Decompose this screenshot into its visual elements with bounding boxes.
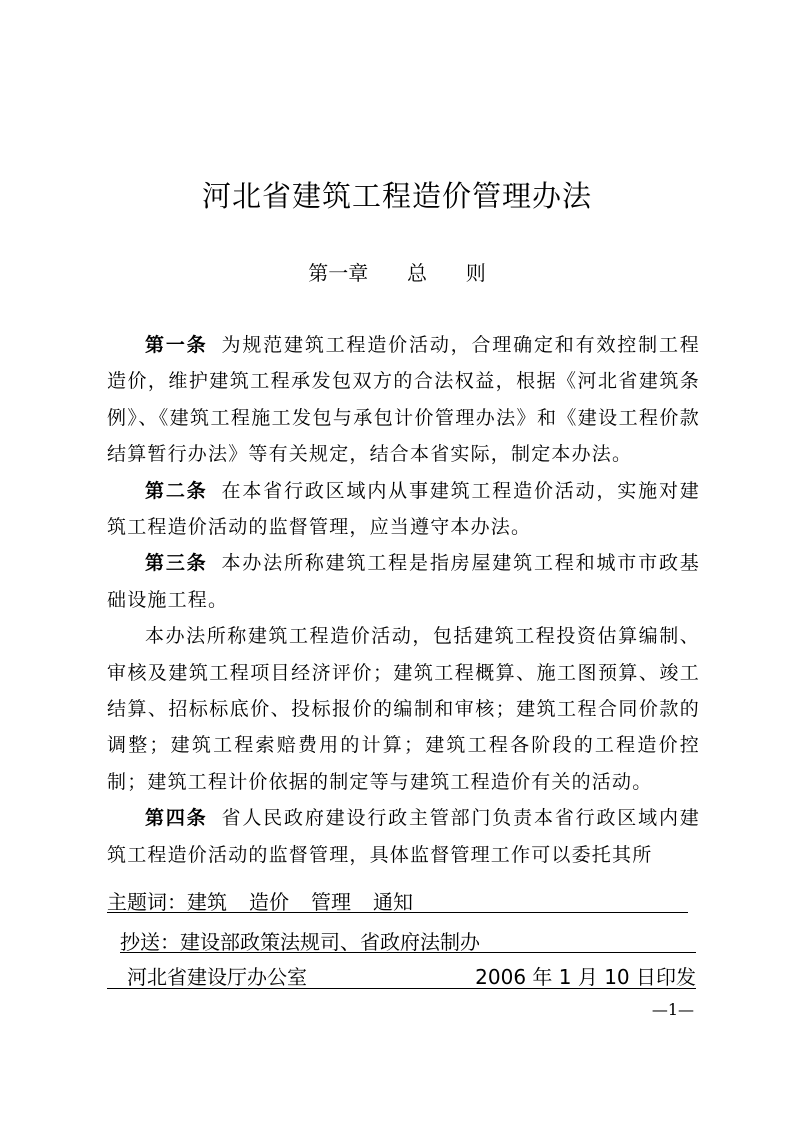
chapter-name-part1: 总 [407,261,427,285]
article-3 [107,545,700,618]
cc-line [120,926,696,953]
chapter-name-part2: 则 [465,261,486,285]
issue-date: 2006 年 1 月 10 日印发 [475,965,696,989]
keywords-label: 主题词： [107,890,187,914]
article-text: 在本省行政区域内从事建筑工程造价活动，实施对建筑工程造价活动的监督管理，应当遵守本办法。 [107,479,700,539]
keyword: 造价 [249,890,289,914]
article-label: 第二条 [145,479,208,502]
keyword: 建筑 [187,890,227,914]
article-3-paragraph-2 [107,618,700,800]
page-number: —1— [651,1000,694,1019]
cc-value: 建设部政策法规司、省政府法制办 [180,930,480,954]
article-text: 省人民政府建设行政主管部门负责本省行政区域内建筑工程造价活动的监督管理，具体监督管理工作可以委托其所 [107,807,700,866]
article-1 [107,327,700,473]
article-label: 第四条 [145,807,208,830]
article-label: 第三条 [145,552,208,575]
keywords-line [107,886,688,913]
cc-label: 抄送： [120,930,180,954]
article-text: 本办法所称建筑工程是指房屋建筑工程和城市市政基础设施工程。 [107,552,700,611]
keyword: 通知 [373,890,413,914]
document-title: 河北省建筑工程造价管理办法 [201,179,592,213]
article-text: 为规范建筑工程造价活动，合理确定和有效控制工程造价，维护建筑工程承发包双方的合法权益，根据《河北省建筑条例》、《建筑工程施工发包与承包计价管理办法》和《建设工程价款结算暂行办法》等有关规定，结合本省实际，制定本办法。 [107,334,700,466]
article-label: 第一条 [145,334,208,356]
issuer-line [107,961,696,989]
article-2 [107,473,700,546]
keyword: 管理 [311,890,351,914]
chapter-label: 第一章 [308,261,369,285]
article-text: 本办法所称建筑工程造价活动，包括建筑工程投资估算编制、审核及建筑工程项目经济评价；建筑工程概算、施工图预算、竣工结算、招标标底价、投标报价的编制和审核；建筑工程合同价款的调整；建筑工程索赔费用的计算；建筑工程各阶段的工程造价控制；建筑工程计价依据的制定等与建筑工程造价有关的活动。 [107,625,700,793]
issuer: 河北省建设厅办公室 [127,965,307,989]
article-4 [107,800,700,873]
chapter-heading [0,257,794,286]
body-text [107,327,700,873]
